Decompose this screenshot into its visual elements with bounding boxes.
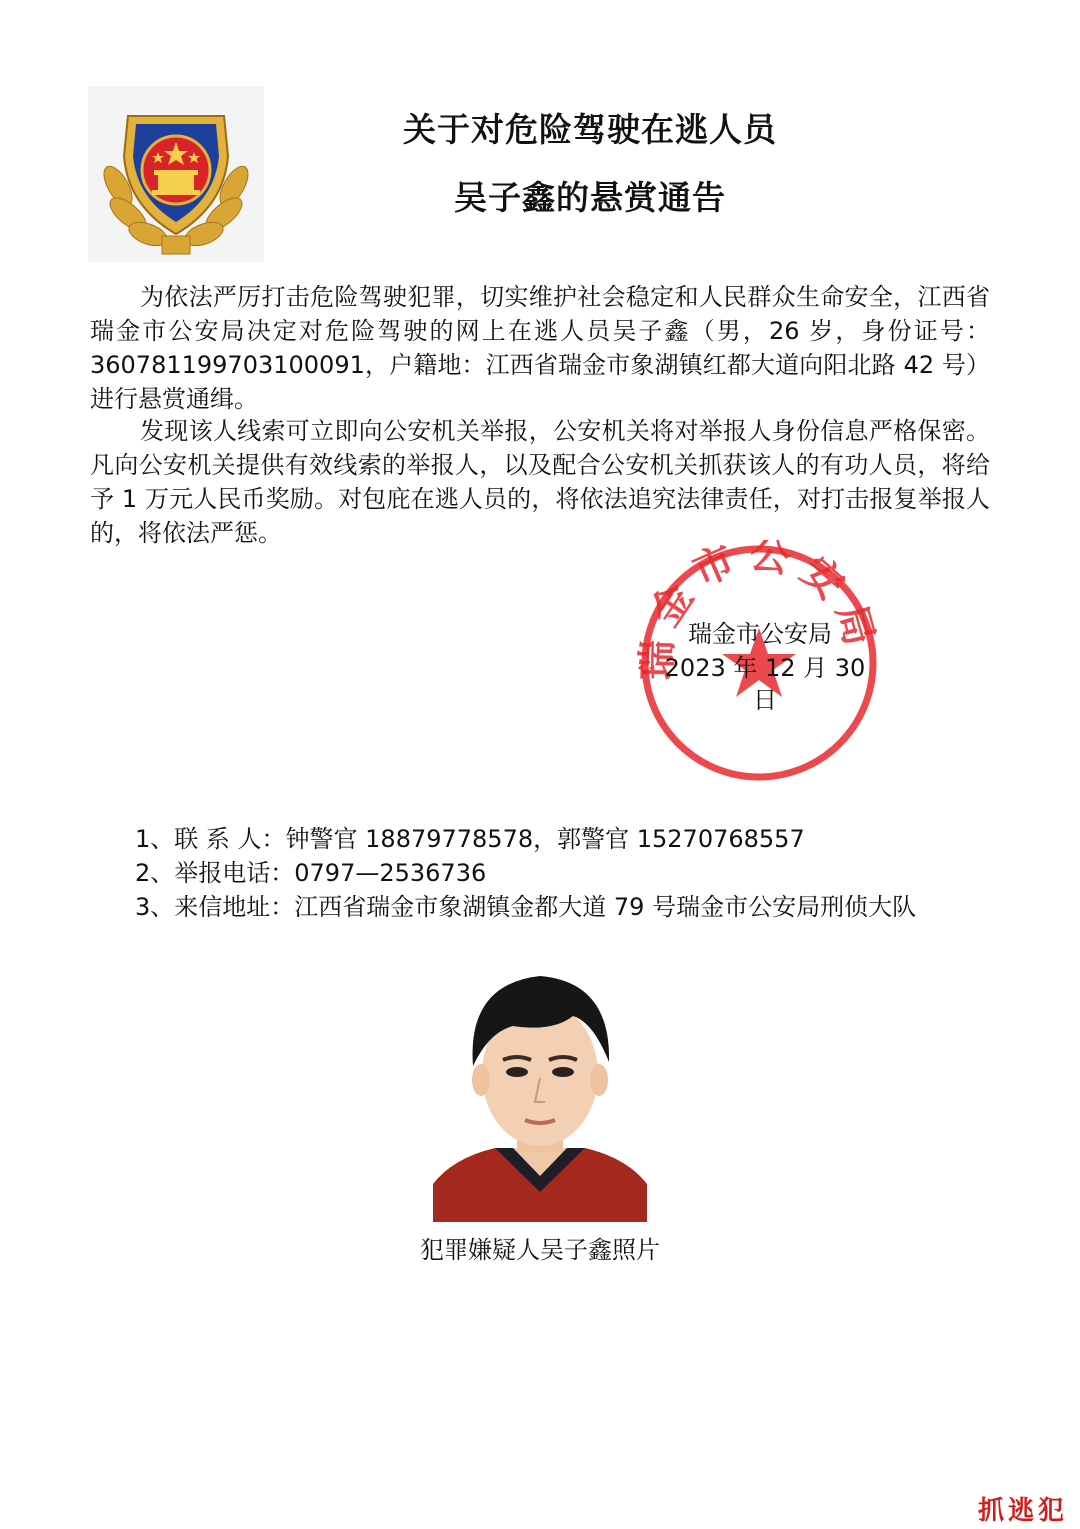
watermark-text: 抓逃犯 xyxy=(977,1496,1068,1526)
report-phone: 2、举报电话：0797—2536736 xyxy=(135,859,487,887)
photo-caption: 犯罪嫌疑人吴子鑫照片 xyxy=(420,1236,660,1264)
issuing-organization: 瑞金市公安局 xyxy=(688,620,832,648)
suspect-photo-icon xyxy=(433,962,647,1222)
contact-persons: 1、联 系 人：钟警官 18879778578，郭警官 15270768557 xyxy=(135,825,805,853)
notice-paragraph-1: 为依法严厉打击危险驾驶犯罪，切实维护社会稳定和人民群众生命安全，江西省瑞金市公安局决定对危险驾驶的网上在逃人员吴子鑫（男，26 岁，身份证号：360781199703100091，户籍地：江西省瑞金市象湖镇红都大道向阳北路 42 号）进行悬赏通缉。 xyxy=(90,283,990,413)
contact-list xyxy=(135,822,916,924)
notice-title-line2: 吴子鑫的悬赏通告 xyxy=(454,178,726,217)
notice-paragraph-2: 发现该人线索可立即向公安机关举报，公安机关将对举报人身份信息严格保密。凡向公安机关提供有效线索的举报人，以及配合公安机关抓获该人的有功人员，将给予 1 万元人民币奖励。对包庇在逃人员的，将依法追究法律责任，对打击报复举报人的，将依法严惩。 xyxy=(90,417,990,547)
seal-text: 瑞金市公安局 xyxy=(636,540,882,681)
mail-address: 3、来信地址：江西省瑞金市象湖镇金都大道 79 号瑞金市公安局刑侦大队 xyxy=(135,893,917,921)
police-emblem-icon xyxy=(88,86,264,262)
notice-title-line1: 关于对危险驾驶在逃人员 xyxy=(403,110,777,149)
issue-date: 2023 年 12 月 30 日 xyxy=(664,654,866,714)
